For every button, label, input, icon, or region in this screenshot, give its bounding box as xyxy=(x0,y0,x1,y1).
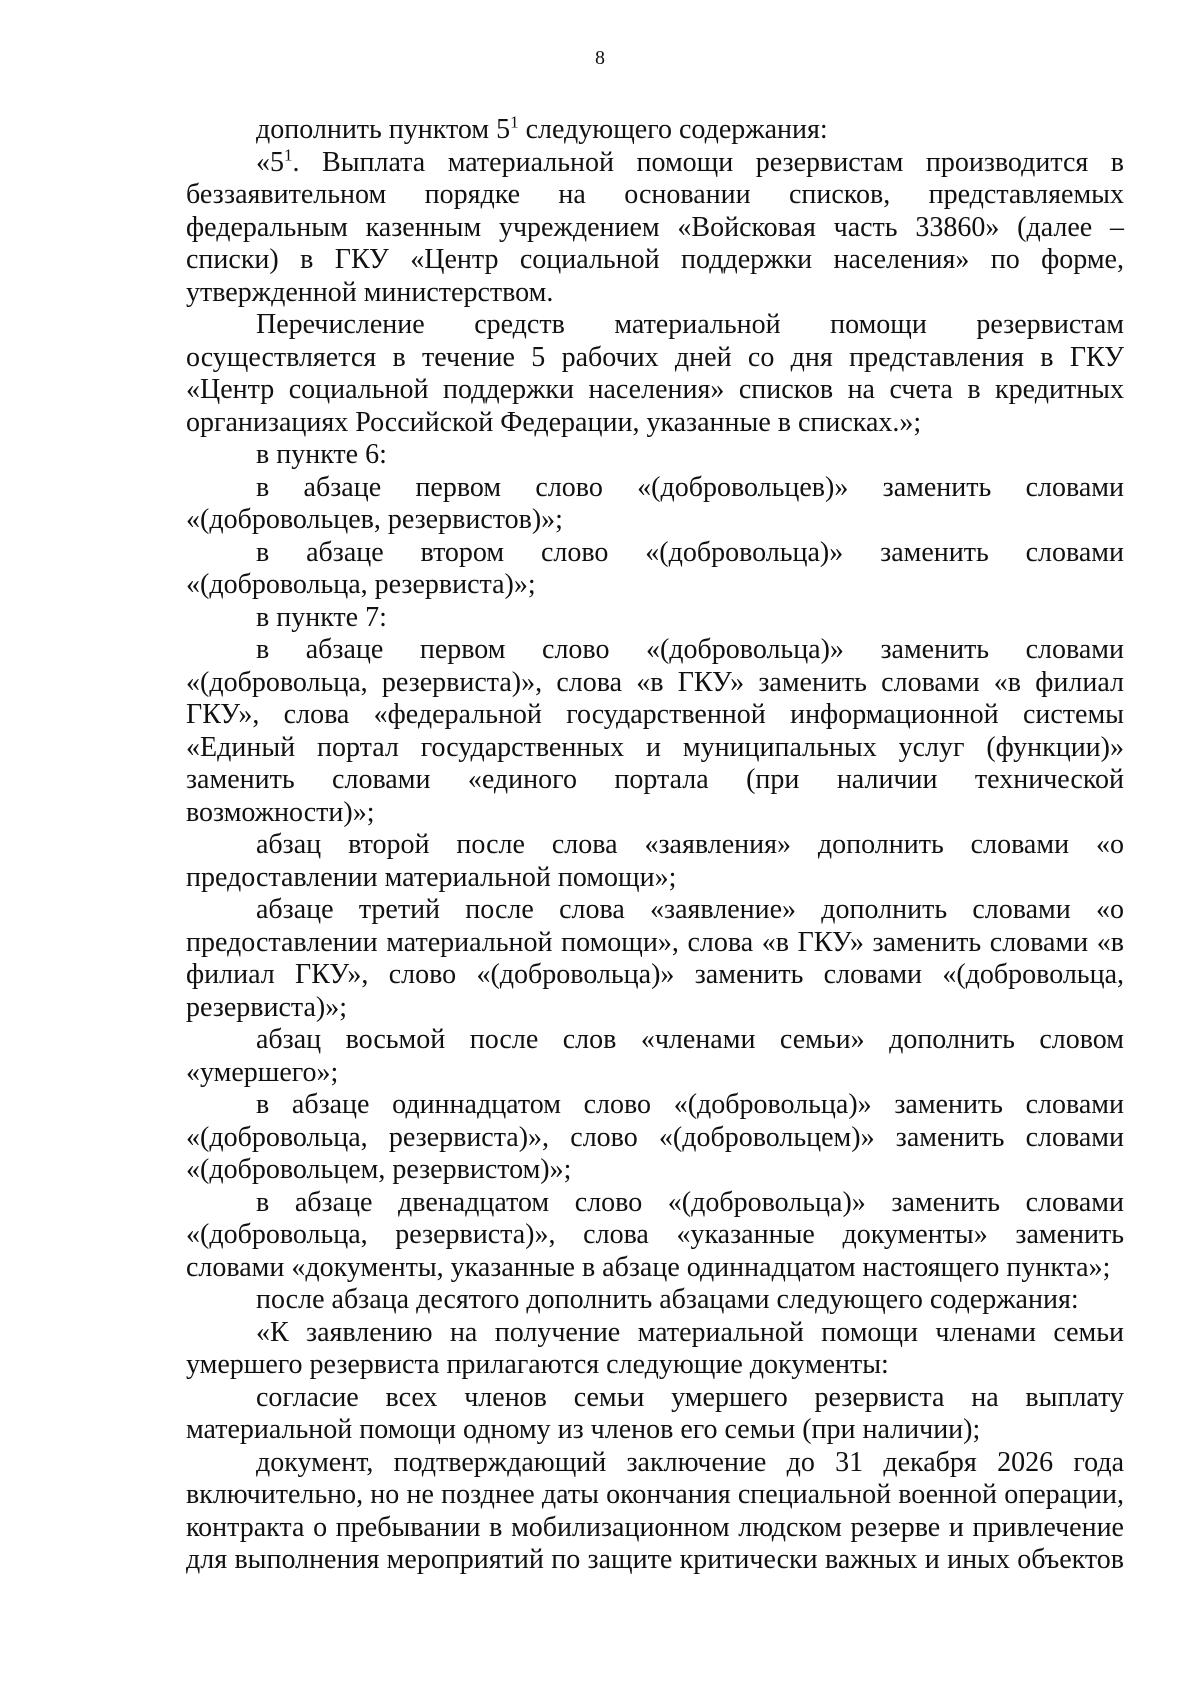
paragraph-point-7-twelfth: в абзаце двенадцатом слово «(добровольца)» заменить словами «(добровольца, резервиста)», слова «указанные документы» заменить словами «документы, указанные в абзаце одиннадцатом настоящего пункта»; xyxy=(186,1186,1124,1283)
paragraph-funds-transfer: Перечисление средств материальной помощи резервистам осуществляется в течение 5 рабочих дней со дня представления в ГКУ «Центр социальной поддержки населения» списков на счета в кредитных организациях Российской Федерации, указанные в списках.»; xyxy=(186,309,1124,438)
paragraph-point-7-second: абзац второй после слова «заявления» дополнить словами «о предоставлении материальной помощи»; xyxy=(186,829,1124,893)
paragraph-point-6-second: в абзаце втором слово «(добровольца)» заменить словами «(добровольца, резервиста)»; xyxy=(186,536,1124,600)
paragraph-in-point-7: в пункте 7: xyxy=(256,601,387,633)
document-body xyxy=(186,114,1124,1577)
paragraph-add-point-5-1: дополнить пунктом $5^1$ следующего содержания: xyxy=(256,112,828,145)
page-number: 8 xyxy=(595,47,605,69)
paragraph-point-7-first: в абзаце первом слово «(добровольца)» заменить словами «(добровольца, резервиста)», слова «в ГКУ» заменить словами «в филиал ГКУ», слова «федеральной государственной информационной системы «Единый портал государственных и муниципальных услуг (функции)» заменить словами «единого портала (при наличии технической возможности)»; xyxy=(186,634,1124,828)
paragraph-point-6-first: в абзаце первом слово «(добровольцев)» заменить словами «(добровольцев, резервистов)»; xyxy=(186,471,1124,535)
paragraph-contract-document: документ, подтверждающий заключение до 31 декабря 2026 года включительно, но не позднее даты окончания специальной военной операции, контракта о пребывании в мобилизационном людском резерве и привлечение для выполнения мероприятий по защите критически важных и иных объектов xyxy=(186,1446,1124,1575)
paragraph-point-7-eleventh: в абзаце одиннадцатом слово «(добровольца)» заменить словами «(добровольца, резервиста)», слово «(добровольцем)» заменить словами «(добровольцем, резервистом)»; xyxy=(186,1089,1124,1185)
paragraph-add-after-tenth: после абзаца десятого дополнить абзацами следующего содержания: xyxy=(256,1284,1079,1315)
paragraph-in-point-6: в пункте 6: xyxy=(256,439,387,470)
paragraph-application-documents: «К заявлению на получение материальной помощи членами семьи умершего резервиста прилагаются следующие документы: xyxy=(186,1316,1124,1380)
paragraph-point-7-eighth: абзац восьмой после слов «членами семьи» дополнить словом «умершего»; xyxy=(186,1024,1124,1088)
paragraph-point-5-1-payment: «$5^1$. Выплата материальной помощи резервистам производится в беззаявительном порядке на основании списков, представляемых федеральным казенным учреждением «Войсковая часть 33860» (далее – списки) в ГКУ «Центр социальной поддержки населения» по форме, утвержденной министерством. xyxy=(186,145,1124,308)
paragraph-family-consent: согласие всех членов семьи умершего резервиста на выплату материальной помощи одному из членов его семьи (при наличии); xyxy=(186,1381,1124,1445)
paragraph-point-7-third: абзаце третий после слова «заявление» дополнить словами «о предоставлении материальной помощи», слова «в ГКУ» заменить словами «в филиал ГКУ», слово «(добровольца)» заменить словами «(добровольца, резервиста)»; xyxy=(186,894,1124,1023)
